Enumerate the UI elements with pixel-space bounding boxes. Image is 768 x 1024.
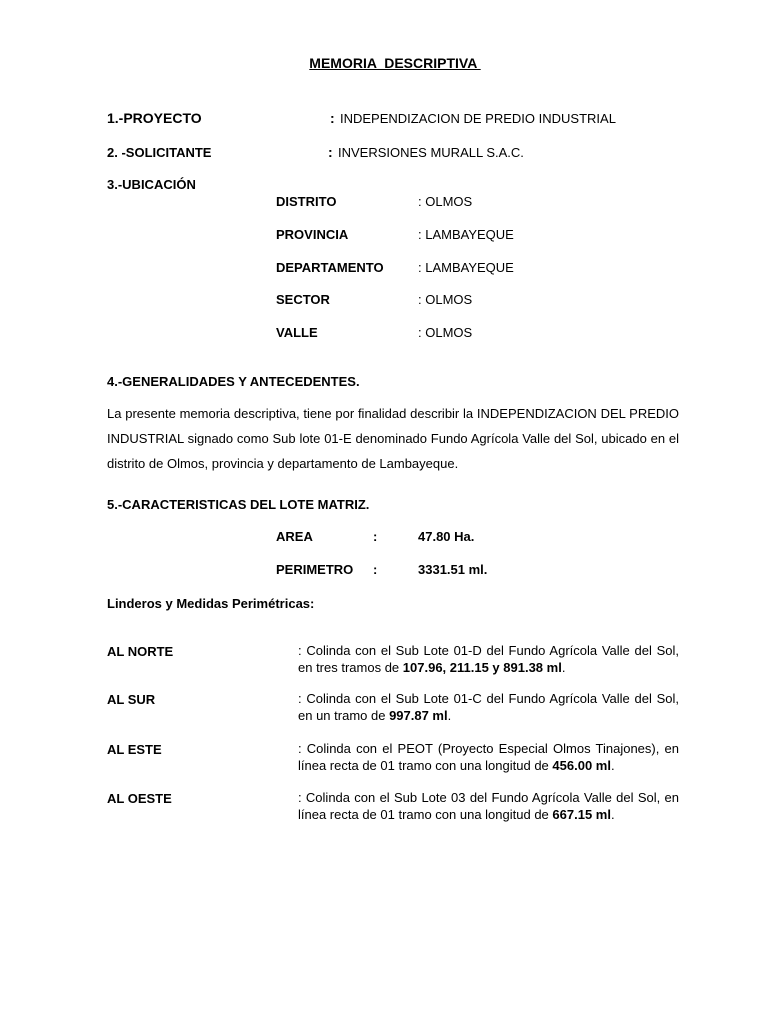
generalidades-paragraph: La presente memoria descriptiva, tiene por finalidad describir la INDEPENDIZACION DEL PREDIO INDUSTRIAL signado como Sub lote 01-E denominado Fundo Agrícola Valle del Sol, ubicado en el distrito de Olmos, provincia y departamento de Lambayeque. [107,406,679,471]
solicitante-colon: : [328,144,333,160]
lindero-norte-description: : Colinda con el Sub Lote 01-D del Fundo Agrícola Valle del Sol, en tres tramos de [298,643,679,675]
ubicacion-label: 3.-UBICACIÓN [107,177,196,192]
lindero-norte-label: AL NORTE [107,644,174,659]
valle-value: : OLMOS [418,325,473,340]
lindero-este-end: . [610,757,615,773]
lindero-oeste-text [298,790,679,823]
document-title: MEMORIA DESCRIPTIVA [309,55,481,71]
lindero-sur-measure: 997.87 ml [389,707,448,723]
lindero-oeste-description: : Colinda con el Sub Lote 03 del Fundo Agrícola Valle del Sol, en línea recta de 01 tramo con una longitud de [298,790,679,822]
provincia-label: PROVINCIA [276,227,349,242]
proyecto-value: INDEPENDIZACION DE PREDIO INDUSTRIAL [340,111,616,126]
lindero-norte-measure: 107.96, 211.15 y 891.38 ml [402,659,562,675]
distrito-label: DISTRITO [276,194,337,209]
lindero-este-description: : Colinda con el PEOT (Proyecto Especial Olmos Tinajones), en línea recta de 01 tramo con una longitud de [298,741,679,773]
perimetro-colon: : [373,562,378,577]
lindero-sur-label: AL SUR [107,692,156,707]
sector-value: : OLMOS [418,292,473,307]
lindero-oeste-measure: 667.15 ml [552,806,611,822]
area-label: AREA [276,529,313,544]
solicitante-value: INVERSIONES MURALL S.A.C. [338,145,524,160]
lindero-este-measure: 456.00 ml [552,757,611,773]
lindero-oeste-label: AL OESTE [107,791,172,806]
perimetro-label: PERIMETRO [276,562,354,577]
lindero-oeste-end: . [610,806,615,822]
perimetro-value: 3331.51 ml. [418,562,488,577]
caracteristicas-heading: 5.-CARACTERISTICAS DEL LOTE MATRIZ. [107,497,370,512]
lindero-sur-end: . [447,707,452,723]
lindero-sur-text [298,691,679,724]
area-colon: : [373,529,378,544]
linderos-heading: Linderos y Medidas Perimétricas: [107,596,315,611]
sector-label: SECTOR [276,292,330,307]
lindero-sur-description: : Colinda con el Sub Lote 01-C del Fundo Agrícola Valle del Sol, en un tramo de [298,691,679,723]
lindero-norte-text [298,643,679,676]
generalidades-heading: 4.-GENERALIDADES Y ANTECEDENTES. [107,374,360,389]
lindero-norte-end: . [561,659,566,675]
lindero-este-label: AL ESTE [107,742,162,757]
provincia-value: : LAMBAYEQUE [418,227,514,242]
proyecto-colon: : [330,110,335,126]
valle-label: VALLE [276,325,318,340]
distrito-value: : OLMOS [418,194,473,209]
area-value: 47.80 Ha. [418,529,475,544]
departamento-value: : LAMBAYEQUE [418,260,514,275]
lindero-este-text [298,741,679,774]
solicitante-label: 2. -SOLICITANTE [107,145,212,160]
proyecto-label: 1.-PROYECTO [107,110,202,126]
departamento-label: DEPARTAMENTO [276,260,384,275]
